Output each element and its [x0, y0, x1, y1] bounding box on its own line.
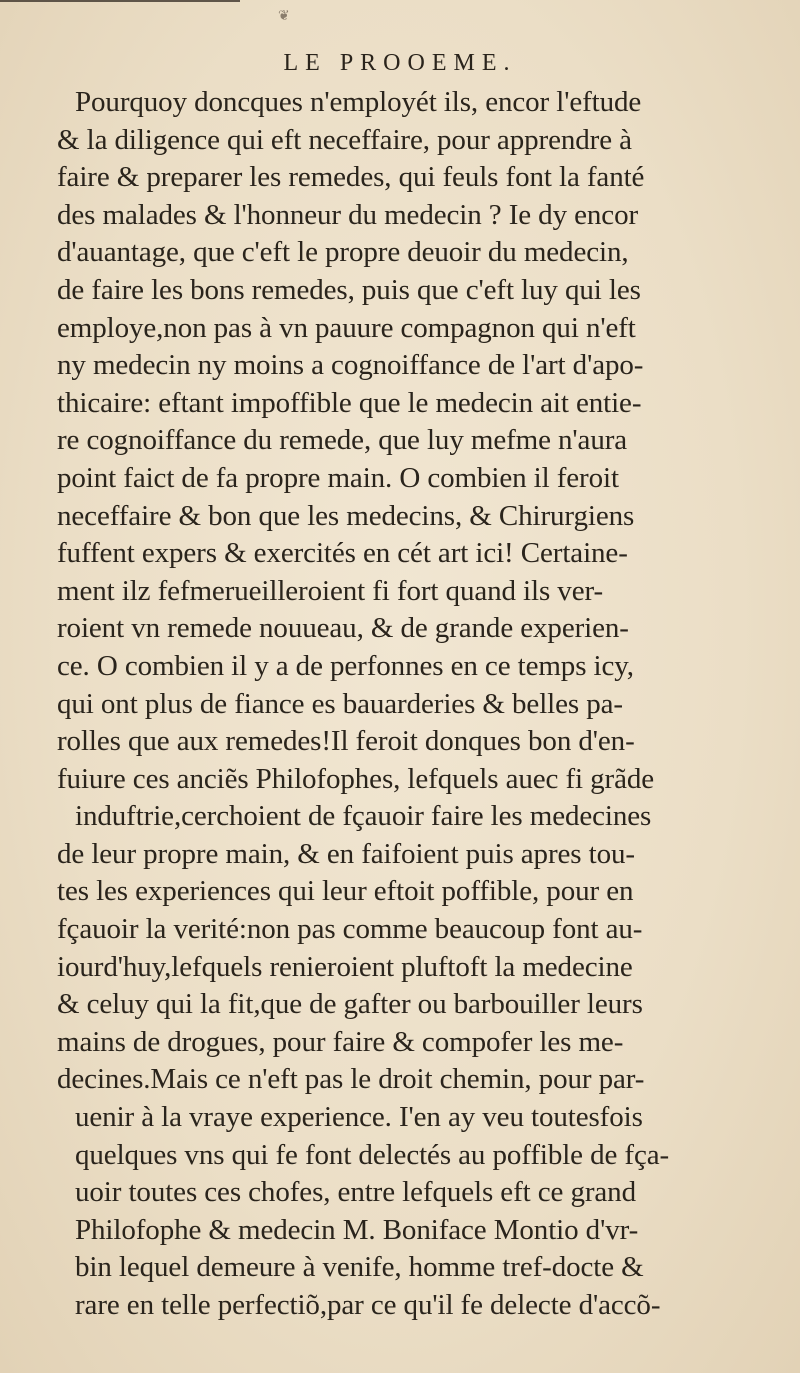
text-line: decines.Mais ce n'eft pas le droit chemin, pour par- — [57, 1063, 645, 1096]
text-line: Pourquoy doncques n'employét ils, encor l'eftude — [75, 86, 642, 118]
text-line: & la diligence qui eft neceffaire, pour apprendre à — [57, 123, 632, 156]
ornament-mark: ❦ — [278, 8, 290, 24]
text-line: neceffaire & bon que les medecins, & Chirurgiens — [57, 499, 635, 532]
text-line: re cognoiffance du remede, que luy mefme n'aura — [57, 424, 628, 457]
text-line: induftrie,cerchoient de fçauoir faire les medecines — [75, 800, 652, 833]
text-line: fuiure ces anciẽs Philofophes, lefquels auec fi grãde — [57, 762, 655, 795]
text-line: employe,non pas à vn pauure compagnon qui n'eft — [57, 311, 636, 344]
text-line: fçauoir la verité:non pas comme beaucoup font au- — [57, 913, 643, 946]
text-line: rare en telle perfectiõ,par ce qu'il fe delecte d'accõ- — [75, 1289, 661, 1321]
running-title: LE PROOEME. — [283, 50, 517, 76]
text-line: ment ilz fefmerueilleroient fi fort quand ils ver- — [57, 574, 604, 607]
text-line: & celuy qui la fit,que de gafter ou barbouiller leurs — [57, 988, 643, 1021]
text-line: roient vn remede nouueau, & de grande experien- — [57, 612, 629, 645]
text-line: faire & preparer les remedes, qui feuls font la fanté — [57, 161, 645, 194]
text-line: tes les experiences qui leur eftoit poffible, pour en — [57, 875, 634, 908]
text-line: d'auantage, que c'eft le propre deuoir du medecin, — [57, 236, 629, 269]
text-line: rolles que aux remedes!Il feroit donques bon d'en- — [57, 725, 635, 758]
text-line: fuffent expers & exercités en cét art ici! Certaine- — [57, 537, 628, 570]
text-line: bin lequel demeure à venife, homme tref-docte & — [75, 1251, 644, 1284]
text-line: quelques vns qui fe font delectés au poffible de fça- — [75, 1138, 670, 1171]
text-line: uenir à la vraye experience. I'en ay veu toutesfois — [75, 1101, 643, 1134]
text-line: thicaire: eftant impoffible que le medecin ait entie- — [57, 386, 642, 419]
text-line: qui ont plus de fiance es bauarderies & belles pa- — [57, 687, 623, 720]
text-line: de leur propre main, & en faifoient puis apres tou- — [57, 837, 635, 870]
text-line: point faict de fa propre main. O combien il feroit — [57, 461, 619, 494]
text-line: uoir toutes ces chofes, entre lefquels eft ce grand — [75, 1176, 636, 1209]
top-rule — [0, 0, 240, 2]
body-text — [57, 84, 762, 1325]
text-line: des malades & l'honneur du medecin ? Ie dy encor — [57, 198, 639, 231]
text-line: iourd'huy,lefquels renieroient pluftoft la medecine — [57, 950, 633, 983]
text-line: mains de drogues, pour faire & compofer les me- — [57, 1025, 624, 1058]
text-line: ny medecin ny moins a cognoiffance de l'art d'apo- — [57, 349, 644, 382]
text-line: ce. O combien il y a de perfonnes en ce temps icy, — [57, 649, 634, 682]
text-line: de faire les bons remedes, puis que c'eft luy qui les — [57, 273, 641, 306]
text-line: Philofophe & medecin M. Boniface Montio d'vr- — [75, 1213, 639, 1246]
